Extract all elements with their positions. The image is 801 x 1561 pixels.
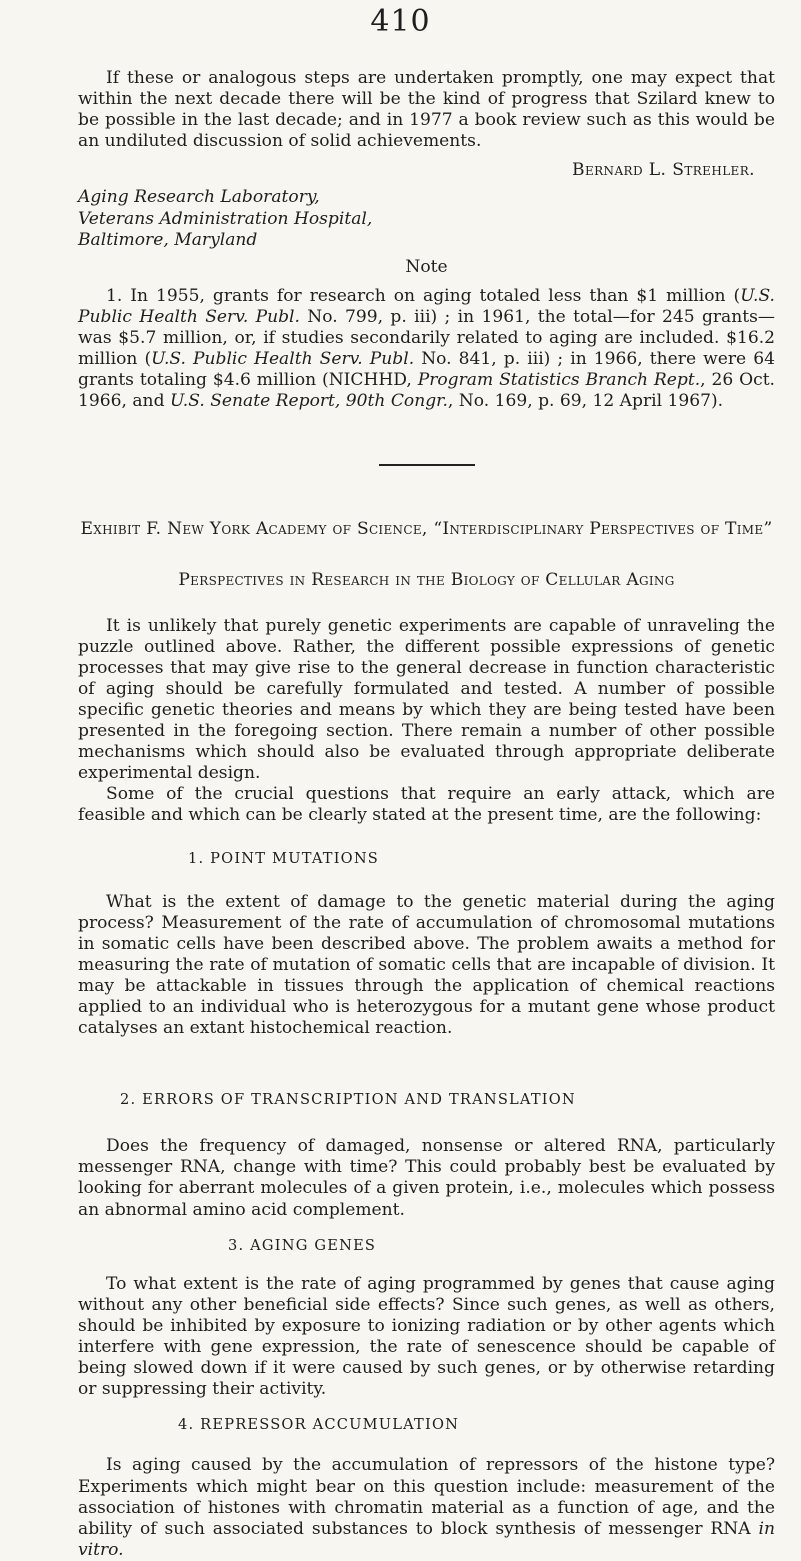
affiliation-line: Aging Research Laboratory,: [78, 187, 320, 208]
affiliation-line: Baltimore, Maryland: [78, 229, 258, 250]
page-body: [78, 68, 775, 1561]
paragraph-text: Is aging caused by the accumulation of repressors of the histone type? Experiments which might bear on this question include: measurement of the association of histones with chromatin material as a function of age, and the ability of such associated substances to block synthesis of messenger RNA: [78, 1455, 775, 1539]
body-paragraph: It is unlikely that purely genetic experiments are capable of unraveling the puzzle outlined above. Rather, the different possible expressions of genetic processes that may give rise to the general decrease in function characteristic of aging should be carefully formulated and tested. A number of possible specific genetic theories and means by which they are being tested have been presented in the foregoing section. There remain a number of other possible mechanisms which should also be evaluated through appropriate deliberate experimental design.: [78, 615, 775, 784]
subsection-heading-point-mutations: 1. POINT MUTATIONS: [188, 850, 380, 868]
body-paragraph: Some of the crucial questions that require an early attack, which are feasible and which can be clearly stated at the present time, are the following:: [78, 784, 775, 826]
subsection-heading-repressor-accumulation: 4. REPRESSOR ACCUMULATION: [178, 1416, 460, 1434]
publication-title: Program Statistics Branch Rept.: [417, 370, 701, 391]
body-paragraph: Does the frequency of damaged, nonsense or altered RNA, particularly messenger RNA, change with time? This could probably best be evaluated by looking for aberrant molecules of a given protein, i.e., molecules which possess an abnormal amino acid complement.: [78, 1136, 775, 1220]
body-paragraph: What is the extent of damage to the genetic material during the aging process? Measurement of the rate of accumulation of chromosomal mutations in somatic cells have been described above. The problem awaits a method for measuring the rate of mutation of somatic cells that are incapable of division. It may be attackable in tissues through the application of chemical reactions applied to an individual who is heterozygous for a mutant gene whose product catalyses an extant histochemical reaction.: [78, 891, 775, 1039]
note-text: , 26 Oct. 1966, and: [78, 370, 775, 412]
note-heading: Note: [405, 256, 448, 277]
body-paragraph: To what extent is the rate of aging programmed by genes that cause aging without any other beneficial side effects? Since such genes, as well as others, should be inhibited by exposure to ionizing radiation or by other agents which interfere with gene expression, the rate of senescence should be capable of being slowed down if it were caused by such genes, or by otherwise retarding or suppressing their activity.: [78, 1273, 775, 1400]
section-divider: [379, 464, 475, 466]
affiliation-line: Veterans Administration Hospital,: [78, 208, 373, 229]
exhibit-title: Exhibit F. New York Academy of Science, “Interdisciplinary Perspectives of Time”: [80, 519, 773, 540]
author-signature: Bernard L. Strehler.: [571, 160, 755, 181]
intro-paragraph: If these or analogous steps are undertaken promptly, one may expect that within the next decade there will be the kind of progress that Szilard knew to be possible in the last decade; and in 1977 a book review such as this would be an undiluted discussion of solid achievements.: [78, 68, 775, 152]
note-text: 1. In 1955, grants for research on aging totaled less than $1 million (: [106, 285, 741, 306]
latin-phrase: in vitro.: [78, 1518, 775, 1560]
note-text: No. 841, p. iii) ; in 1966, there were 64 grants totaling $4.6 million (NICHHD,: [78, 349, 775, 391]
body-paragraph: [78, 1455, 775, 1560]
subsection-heading-transcription-errors: 2. ERRORS OF TRANSCRIPTION AND TRANSLATION: [120, 1091, 576, 1109]
page-number: 410: [370, 4, 431, 39]
author-affiliation: [78, 187, 775, 250]
note-text: No. 799, p. iii) ; in 1961, the total—for 245 grants—was $5.7 million, or, if studies secondarily related to aging are included. $16.2 million (: [78, 306, 775, 370]
note-text: , No. 169, p. 69, 12 April 1967).: [447, 391, 724, 412]
publication-title: U.S. Public Health Serv. Publ.: [78, 285, 775, 327]
publication-title: U.S. Senate Report, 90th Congr.: [169, 391, 448, 412]
footnote-paragraph: [78, 286, 775, 413]
publication-title: U.S. Public Health Serv. Publ.: [151, 349, 415, 370]
section-heading: Perspectives in Research in the Biology of Cellular Aging: [178, 570, 675, 591]
subsection-heading-aging-genes: 3. AGING GENES: [228, 1236, 377, 1254]
